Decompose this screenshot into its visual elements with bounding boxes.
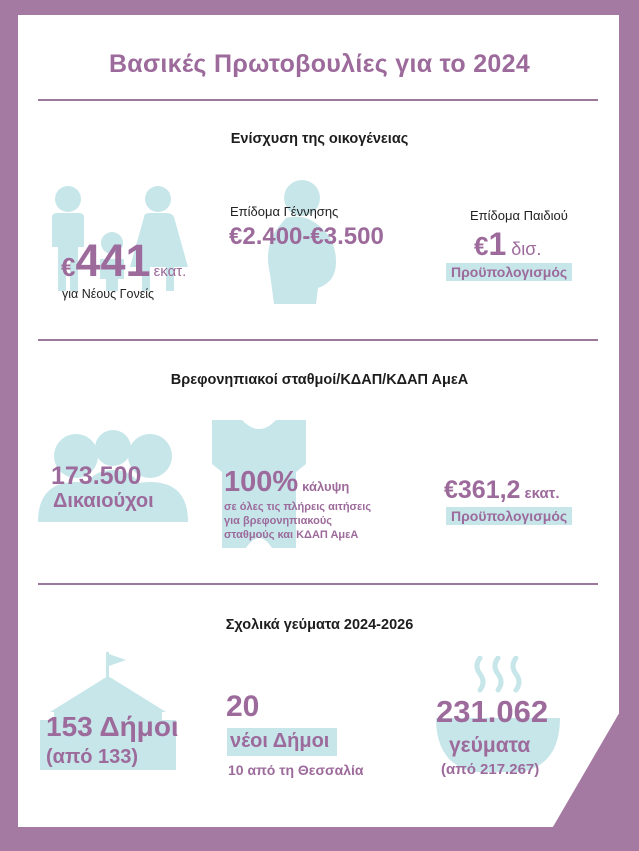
page-title: Βασικές Πρωτοβουλίες για το 2024 [108,50,531,78]
thessaly-caption: 10 από τη Θεσσαλία [228,762,364,778]
budget-tag: Προϋπολογισμός [446,263,572,281]
new-parents-caption: για Νέους Γονείς [62,287,155,301]
beneficiaries-label: Δικαιούχοι [53,490,154,512]
birth-allowance-amount: €2.400-€3.500 [229,223,384,250]
meals-label: γεύματα [449,734,531,757]
divider [38,339,598,341]
beneficiaries-count: 173.500 [51,462,142,490]
section-title-school-meals: Σχολικά γεύματα 2024-2026 [225,617,414,633]
coverage-value: 100% κάλυψη [224,466,350,498]
child-allowance-label: Επίδομα Παιδιού [470,208,568,223]
new-municipalities-tag: νέοι Δήμοι [227,728,337,756]
nursery-budget-tag: Προϋπολογισμός [446,507,572,525]
coverage-caption: σε όλες τις πλήρεις αιτήσεις για βρεφονηπιακούς σταθμούς και ΚΔΑΠ ΑμεΑ [224,501,372,541]
birth-allowance-label: Επίδομα Γέννησης [230,204,339,219]
child-allowance-amount: €1 δισ. [474,226,542,262]
divider [38,99,598,101]
section-title-family: Ενίσχυση της οικογένειας [230,131,409,147]
nursery-budget-amount: €361,2 εκατ. [444,476,560,504]
municipalities-count: 153 Δήμοι [46,711,179,742]
section-title-nurseries: Βρεφονηπιακοί σταθμοί/ΚΔΑΠ/ΚΔΑΠ ΑμεΑ [170,372,469,388]
meals-previous: (από 217.267) [441,761,540,778]
municipalities-previous: (από 133) [46,746,139,768]
divider [38,583,598,585]
meals-count: 231.062 [436,694,549,729]
new-parents-amount: €441 εκατ. [61,235,187,286]
new-municipalities-count: 20 [226,690,260,723]
